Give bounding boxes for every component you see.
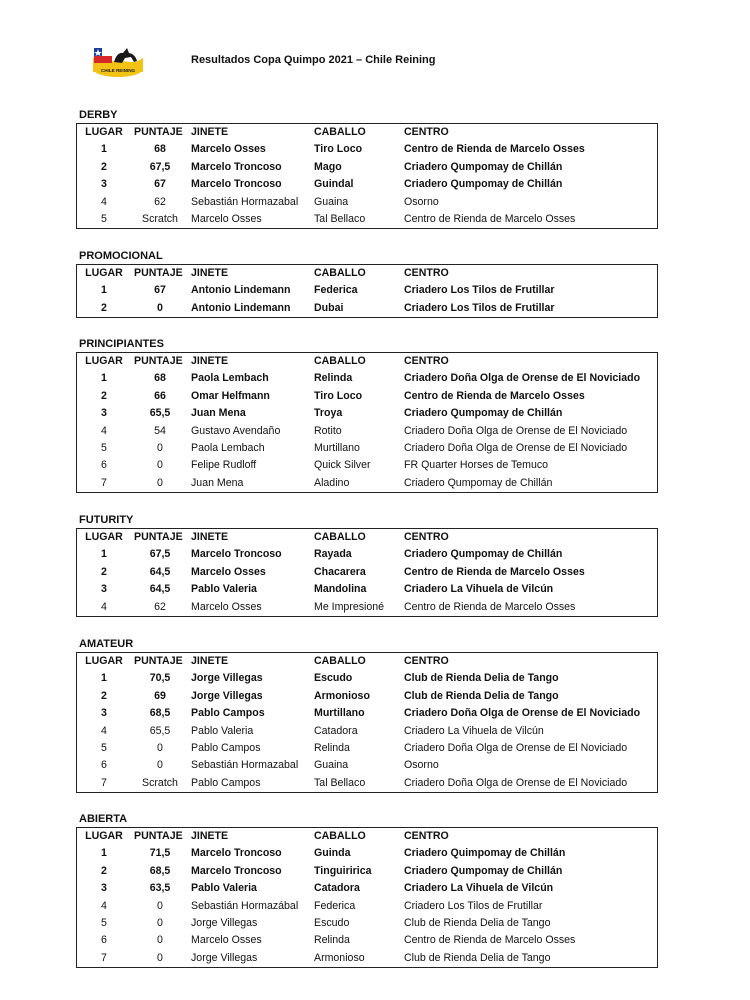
table-row xyxy=(77,388,657,405)
cell-caballo: Tiro Loco xyxy=(314,143,363,156)
table-header-row xyxy=(77,653,657,670)
cell-caballo: Federica xyxy=(314,284,358,297)
cell-centro: Osorno xyxy=(404,759,439,772)
header-jinete: JINETE xyxy=(191,126,229,138)
table-row xyxy=(77,705,657,722)
cell-puntaje: 0 xyxy=(157,301,163,314)
cell-centro: Club de Rienda Delia de Tango xyxy=(404,916,551,929)
cell-jinete: Felipe Rudloff xyxy=(191,459,257,472)
cell-caballo: Tal Bellaco xyxy=(314,776,366,789)
header-puntaje: PUNTAJE xyxy=(134,355,183,367)
cell-caballo: Guaina xyxy=(314,759,349,772)
cell-centro: Club de Rienda Delia de Tango xyxy=(404,689,559,702)
cell-centro: Criadero Doña Olga de Orense de El Noviciado xyxy=(404,707,641,720)
cell-puntaje: Scratch xyxy=(142,212,178,225)
cell-puntaje: 68 xyxy=(154,143,166,156)
cell-caballo: Rayada xyxy=(314,548,352,561)
cell-lugar: 6 xyxy=(101,459,107,472)
cell-puntaje: 68 xyxy=(154,372,166,385)
header-puntaje: PUNTAJE xyxy=(134,126,183,138)
cell-centro: Centro de Rienda de Marcelo Osses xyxy=(404,934,576,947)
cell-jinete: Antonio Lindemann xyxy=(191,284,291,297)
section-promocional xyxy=(76,249,658,318)
table-row xyxy=(77,176,657,193)
cell-lugar: 7 xyxy=(101,776,107,789)
cell-jinete: Gustavo Avendaño xyxy=(191,424,281,437)
table-row xyxy=(77,457,657,474)
cell-puntaje: 68,5 xyxy=(149,707,171,720)
cell-centro: Criadero La Vihuela de Vilcún xyxy=(404,724,544,737)
cell-lugar: 2 xyxy=(101,565,107,578)
cell-lugar: 1 xyxy=(101,672,107,685)
table-row xyxy=(77,581,657,598)
cell-jinete: Jorge Villegas xyxy=(191,916,258,929)
cell-jinete: Marcelo Osses xyxy=(191,143,266,156)
cell-caballo: Mandolina xyxy=(314,583,367,596)
table-header-row xyxy=(77,529,657,546)
results-table xyxy=(76,264,658,318)
cell-jinete: Marcelo Osses xyxy=(191,934,262,947)
header-caballo: CABALLO xyxy=(314,355,366,367)
table-row xyxy=(77,405,657,422)
logo-text: CHILE REINING xyxy=(100,68,136,73)
cell-lugar: 2 xyxy=(101,160,107,173)
cell-jinete: Antonio Lindemann xyxy=(191,301,291,314)
cell-jinete: Marcelo Troncoso xyxy=(191,864,282,877)
header-centro: CENTRO xyxy=(404,531,449,543)
section-title: FUTURITY xyxy=(79,514,134,526)
cell-puntaje: 64,5 xyxy=(149,565,171,578)
cell-puntaje: 0 xyxy=(157,441,163,454)
table-row xyxy=(77,440,657,457)
cell-lugar: 1 xyxy=(101,284,107,297)
cell-lugar: 5 xyxy=(101,916,107,929)
cell-puntaje: 0 xyxy=(157,934,163,947)
cell-puntaje: 67 xyxy=(154,284,166,297)
header-caballo: CABALLO xyxy=(314,126,366,138)
cell-puntaje: 71,5 xyxy=(149,847,171,860)
section-title: PROMOCIONAL xyxy=(79,250,163,262)
cell-caballo: Dubai xyxy=(314,301,344,314)
header-centro: CENTRO xyxy=(404,655,449,667)
cell-caballo: Rotito xyxy=(314,424,342,437)
cell-centro: Centro de Rienda de Marcelo Osses xyxy=(404,143,585,156)
cell-caballo: Relinda xyxy=(314,741,350,754)
table-row xyxy=(77,740,657,757)
cell-puntaje: 65,5 xyxy=(149,407,171,420)
section-title: ABIERTA xyxy=(79,813,128,825)
cell-caballo: Me Impresioné xyxy=(314,600,385,613)
section-title: PRINCIPIANTES xyxy=(79,338,164,350)
cell-puntaje: 0 xyxy=(157,951,163,964)
header-lugar: LUGAR xyxy=(85,531,123,543)
cell-jinete: Juan Mena xyxy=(191,407,246,420)
cell-centro: Criadero Qumpomay de Chillán xyxy=(404,476,553,489)
table-row xyxy=(77,775,657,792)
section-principiantes xyxy=(76,337,658,493)
cell-caballo: Guinda xyxy=(314,847,351,860)
cell-centro: Club de Rienda Delia de Tango xyxy=(404,672,559,685)
header-jinete: JINETE xyxy=(191,655,229,667)
cell-centro: Criadero Doña Olga de Orense de El Noviciado xyxy=(404,372,641,385)
cell-puntaje: 66 xyxy=(154,389,166,402)
table-row xyxy=(77,564,657,581)
cell-caballo: Tiro Loco xyxy=(314,389,363,402)
cell-lugar: 4 xyxy=(101,724,107,737)
cell-lugar: 6 xyxy=(101,934,107,947)
cell-jinete: Pablo Campos xyxy=(191,776,261,789)
cell-jinete: Marcelo Osses xyxy=(191,600,262,613)
cell-puntaje: 67 xyxy=(154,178,166,191)
cell-centro: Centro de Rienda de Marcelo Osses xyxy=(404,600,576,613)
cell-puntaje: 62 xyxy=(154,600,166,613)
cell-centro: FR Quarter Horses de Temuco xyxy=(404,459,549,472)
header-lugar: LUGAR xyxy=(85,267,123,279)
cell-centro: Criadero Doña Olga de Orense de El Noviciado xyxy=(404,424,628,437)
cell-puntaje: 63,5 xyxy=(149,882,171,895)
cell-jinete: Paola Lembach xyxy=(191,372,269,385)
cell-jinete: Marcelo Troncoso xyxy=(191,847,282,860)
cell-puntaje: 54 xyxy=(154,424,166,437)
header-caballo: CABALLO xyxy=(314,830,366,842)
cell-lugar: 2 xyxy=(101,689,107,702)
cell-puntaje: 0 xyxy=(157,476,163,489)
cell-caballo: Murtillano xyxy=(314,707,365,720)
cell-centro: Criadero La Vihuela de Vilcún xyxy=(404,882,554,895)
cell-jinete: Marcelo Troncoso xyxy=(191,548,282,561)
header-caballo: CABALLO xyxy=(314,267,366,279)
cell-caballo: Aladino xyxy=(314,476,350,489)
table-row xyxy=(77,599,657,616)
cell-centro: Criadero Qumpomay de Chillán xyxy=(404,548,563,561)
cell-jinete: Jorge Villegas xyxy=(191,951,258,964)
chile-reining-logo xyxy=(90,44,146,80)
cell-caballo: Armonioso xyxy=(314,951,365,964)
table-row xyxy=(77,300,657,317)
table-row xyxy=(77,723,657,740)
cell-centro: Criadero Los Tilos de Frutillar xyxy=(404,301,555,314)
table-row xyxy=(77,932,657,949)
cell-centro: Centro de Rienda de Marcelo Osses xyxy=(404,212,576,225)
header-centro: CENTRO xyxy=(404,830,449,842)
table-row xyxy=(77,670,657,687)
cell-caballo: Chacarera xyxy=(314,565,366,578)
cell-jinete: Pablo Valeria xyxy=(191,583,257,596)
results-table xyxy=(76,528,658,617)
cell-caballo: Guaina xyxy=(314,195,349,208)
cell-jinete: Marcelo Troncoso xyxy=(191,178,282,191)
cell-puntaje: Scratch xyxy=(142,776,178,789)
cell-centro: Centro de Rienda de Marcelo Osses xyxy=(404,389,585,402)
cell-jinete: Jorge Villegas xyxy=(191,689,263,702)
header-jinete: JINETE xyxy=(191,355,229,367)
cell-caballo: Guindal xyxy=(314,178,354,191)
header-caballo: CABALLO xyxy=(314,531,366,543)
section-futurity xyxy=(76,513,658,617)
table-row xyxy=(77,370,657,387)
cell-puntaje: 0 xyxy=(157,741,163,754)
cell-puntaje: 69 xyxy=(154,689,166,702)
cell-puntaje: 65,5 xyxy=(149,724,171,737)
header-puntaje: PUNTAJE xyxy=(134,267,183,279)
table-row xyxy=(77,475,657,492)
cell-caballo: Catadora xyxy=(314,724,358,737)
results-table xyxy=(76,827,658,968)
table-row xyxy=(77,546,657,563)
cell-caballo: Quick Silver xyxy=(314,459,371,472)
table-row xyxy=(77,211,657,228)
cell-centro: Criadero Los Tilos de Frutillar xyxy=(404,284,555,297)
header-centro: CENTRO xyxy=(404,355,449,367)
cell-jinete: Paola Lembach xyxy=(191,441,265,454)
cell-lugar: 1 xyxy=(101,548,107,561)
cell-centro: Criadero Qumpomay de Chillán xyxy=(404,407,563,420)
cell-jinete: Pablo Valeria xyxy=(191,882,257,895)
table-row xyxy=(77,863,657,880)
cell-lugar: 7 xyxy=(101,476,107,489)
cell-lugar: 2 xyxy=(101,389,107,402)
cell-jinete: Pablo Campos xyxy=(191,741,261,754)
table-row xyxy=(77,845,657,862)
header-puntaje: PUNTAJE xyxy=(134,655,183,667)
cell-lugar: 3 xyxy=(101,882,107,895)
cell-jinete: Marcelo Troncoso xyxy=(191,160,282,173)
cell-centro: Criadero Quimpomay de Chillán xyxy=(404,847,566,860)
cell-caballo: Mago xyxy=(314,160,342,173)
cell-lugar: 3 xyxy=(101,407,107,420)
cell-centro: Criadero Doña Olga de Orense de El Noviciado xyxy=(404,741,628,754)
cell-jinete: Jorge Villegas xyxy=(191,672,263,685)
cell-centro: Criadero Qumpomay de Chillán xyxy=(404,178,563,191)
cell-centro: Centro de Rienda de Marcelo Osses xyxy=(404,565,585,578)
cell-caballo: Federica xyxy=(314,899,356,912)
cell-puntaje: 0 xyxy=(157,899,163,912)
header-jinete: JINETE xyxy=(191,267,229,279)
cell-jinete: Sebastián Hormazábal xyxy=(191,899,299,912)
cell-puntaje: 0 xyxy=(157,916,163,929)
table-row xyxy=(77,915,657,932)
header-jinete: JINETE xyxy=(191,830,229,842)
cell-lugar: 4 xyxy=(101,899,107,912)
cell-puntaje: 67,5 xyxy=(149,160,171,173)
cell-puntaje: 70,5 xyxy=(149,672,171,685)
cell-lugar: 2 xyxy=(101,864,107,877)
table-row xyxy=(77,282,657,299)
table-row xyxy=(77,159,657,176)
cell-lugar: 5 xyxy=(101,441,107,454)
header-caballo: CABALLO xyxy=(314,655,366,667)
cell-lugar: 1 xyxy=(101,847,107,860)
header-puntaje: PUNTAJE xyxy=(134,531,183,543)
table-row xyxy=(77,898,657,915)
cell-centro: Osorno xyxy=(404,195,439,208)
cell-centro: Criadero Doña Olga de Orense de El Noviciado xyxy=(404,441,628,454)
table-row xyxy=(77,141,657,158)
cell-caballo: Murtillano xyxy=(314,441,360,454)
cell-lugar: 4 xyxy=(101,195,107,208)
cell-jinete: Pablo Campos xyxy=(191,707,265,720)
header-lugar: LUGAR xyxy=(85,830,123,842)
cell-caballo: Relinda xyxy=(314,372,353,385)
cell-lugar: 3 xyxy=(101,583,107,596)
table-row xyxy=(77,950,657,967)
table-header-row xyxy=(77,124,657,141)
table-row xyxy=(77,880,657,897)
table-row xyxy=(77,423,657,440)
cell-puntaje: 62 xyxy=(154,195,166,208)
cell-lugar: 1 xyxy=(101,143,107,156)
table-row xyxy=(77,688,657,705)
header-centro: CENTRO xyxy=(404,267,449,279)
cell-lugar: 6 xyxy=(101,759,107,772)
cell-puntaje: 0 xyxy=(157,759,163,772)
header-lugar: LUGAR xyxy=(85,655,123,667)
header-lugar: LUGAR xyxy=(85,355,123,367)
cell-lugar: 4 xyxy=(101,424,107,437)
cell-jinete: Pablo Valeria xyxy=(191,724,254,737)
cell-puntaje: 68,5 xyxy=(149,864,171,877)
table-header-row xyxy=(77,265,657,282)
cell-jinete: Sebastián Hormazabal xyxy=(191,195,299,208)
header-jinete: JINETE xyxy=(191,531,229,543)
cell-caballo: Tinguiririca xyxy=(314,864,372,877)
header-centro: CENTRO xyxy=(404,126,449,138)
cell-jinete: Marcelo Osses xyxy=(191,212,262,225)
cell-centro: Criadero Doña Olga de Orense de El Noviciado xyxy=(404,776,628,789)
table-row xyxy=(77,757,657,774)
cell-centro: Criadero La Vihuela de Vilcún xyxy=(404,583,554,596)
cell-caballo: Catadora xyxy=(314,882,360,895)
cell-centro: Criadero Qumpomay de Chillán xyxy=(404,160,563,173)
cell-caballo: Troya xyxy=(314,407,343,420)
results-table xyxy=(76,123,658,229)
cell-puntaje: 67,5 xyxy=(149,548,171,561)
cell-caballo: Armonioso xyxy=(314,689,370,702)
cell-lugar: 7 xyxy=(101,951,107,964)
cell-caballo: Relinda xyxy=(314,934,350,947)
cell-centro: Club de Rienda Delia de Tango xyxy=(404,951,551,964)
table-header-row xyxy=(77,828,657,845)
cell-lugar: 5 xyxy=(101,212,107,225)
cell-lugar: 4 xyxy=(101,600,107,613)
cell-lugar: 1 xyxy=(101,372,107,385)
section-title: AMATEUR xyxy=(79,638,134,650)
section-abierta xyxy=(76,812,658,968)
cell-caballo: Escudo xyxy=(314,672,353,685)
cell-puntaje: 64,5 xyxy=(149,583,171,596)
results-table xyxy=(76,352,658,493)
cell-jinete: Juan Mena xyxy=(191,476,244,489)
cell-jinete: Marcelo Osses xyxy=(191,565,266,578)
cell-caballo: Escudo xyxy=(314,916,350,929)
cell-centro: Criadero Qumpomay de Chillán xyxy=(404,864,563,877)
header-puntaje: PUNTAJE xyxy=(134,830,183,842)
section-amateur xyxy=(76,637,658,793)
cell-jinete: Omar Helfmann xyxy=(191,389,270,402)
cell-centro: Criadero Los Tilos de Frutillar xyxy=(404,899,543,912)
table-header-row xyxy=(77,353,657,370)
section-title: DERBY xyxy=(79,109,118,121)
cell-lugar: 5 xyxy=(101,741,107,754)
cell-puntaje: 0 xyxy=(157,459,163,472)
cell-lugar: 2 xyxy=(101,301,107,314)
header-lugar: LUGAR xyxy=(85,126,123,138)
cell-lugar: 3 xyxy=(101,178,107,191)
section-derby xyxy=(76,108,658,229)
cell-caballo: Tal Bellaco xyxy=(314,212,366,225)
document-title: Resultados Copa Quimpo 2021 – Chile Reining xyxy=(191,54,436,66)
results-table xyxy=(76,652,658,793)
cell-lugar: 3 xyxy=(101,707,107,720)
cell-jinete: Sebastián Hormazabal xyxy=(191,759,299,772)
table-row xyxy=(77,194,657,211)
